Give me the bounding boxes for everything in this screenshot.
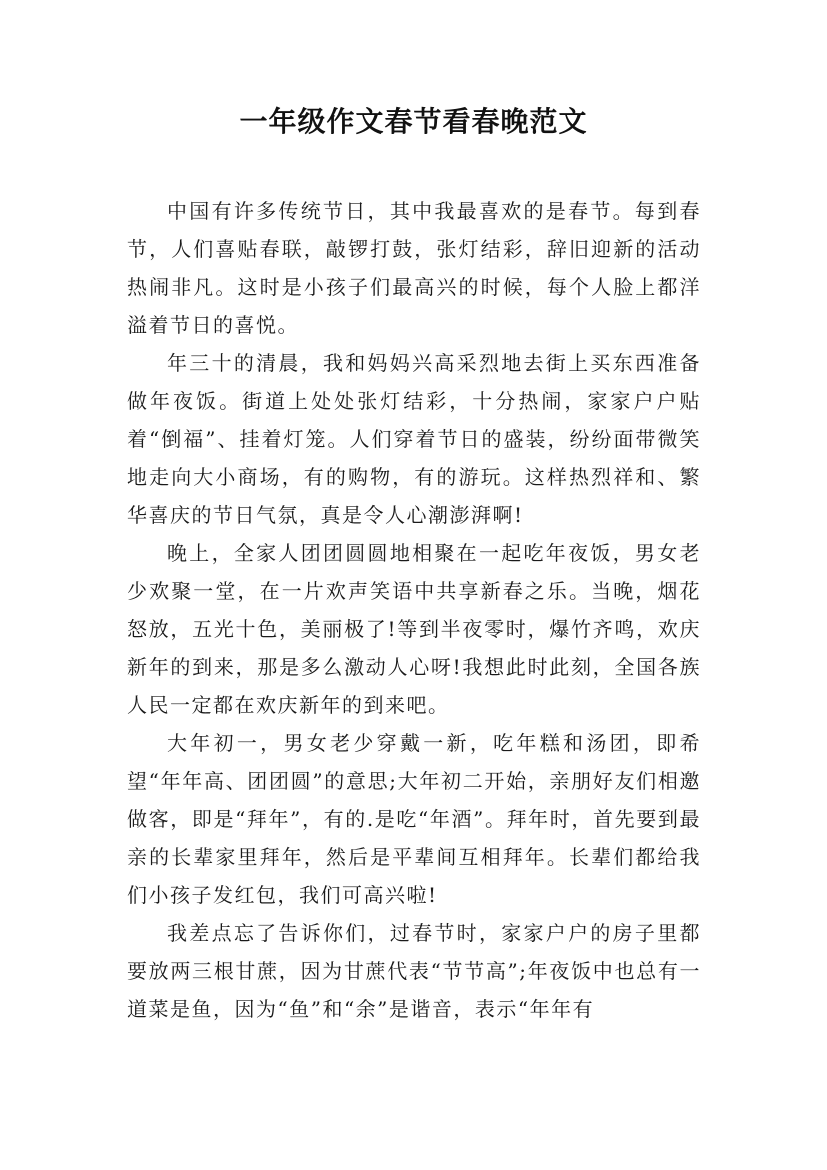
paragraph: 我差点忘了告诉你们，过春节时，家家户户的房子里都要放两三根甘蔗，因为甘蔗代表“节节高”;年夜饭中也总有一道菜是鱼，因为“鱼”和“余”是谐音，表示“年年有 <box>127 921 701 1021</box>
paragraph: 晚上，全家人团团圆圆地相聚在一起吃年夜饭，男女老少欢聚一堂，在一片欢声笑语中共享新春之乐。当晚，烟花怒放，五光十色，美丽极了!等到半夜零时，爆竹齐鸣，欢庆新年的到来，那是多么激动人心呀!我想此时此刻，全国各族人民一定都在欢庆新年的到来吧。 <box>127 541 701 717</box>
paragraph: 中国有许多传统节日，其中我最喜欢的是春节。每到春节，人们喜贴春联，敲锣打鼓，张灯结彩，辞旧迎新的活动热闹非凡。这时是小孩子们最高兴的时候，每个人脸上都洋溢着节日的喜悦。 <box>127 199 701 337</box>
document-title: 一年级作文春节看春晚范文 <box>239 105 588 138</box>
paragraph: 年三十的清晨，我和妈妈兴高采烈地去街上买东西准备做年夜饭。街道上处处张灯结彩，十分热闹，家家户户贴着“倒福”、挂着灯笼。人们穿着节日的盛装，纷纷面带微笑地走向大小商场，有的购物，有的游玩。这样热烈祥和、繁华喜庆的节日气氛，真是令人心潮澎湃啊! <box>127 351 701 527</box>
document-body <box>127 192 701 1028</box>
paragraph: 大年初一，男女老少穿戴一新，吃年糕和汤团，即希望“年年高、团团圆”的意思;大年初二开始，亲朋好友们相邀做客，即是“拜年”，有的.是吃“年酒”。拜年时，首先要到最亲的长辈家里拜年，然后是平辈间互相拜年。长辈们都给我们小孩子发红包，我们可高兴啦! <box>127 731 701 907</box>
